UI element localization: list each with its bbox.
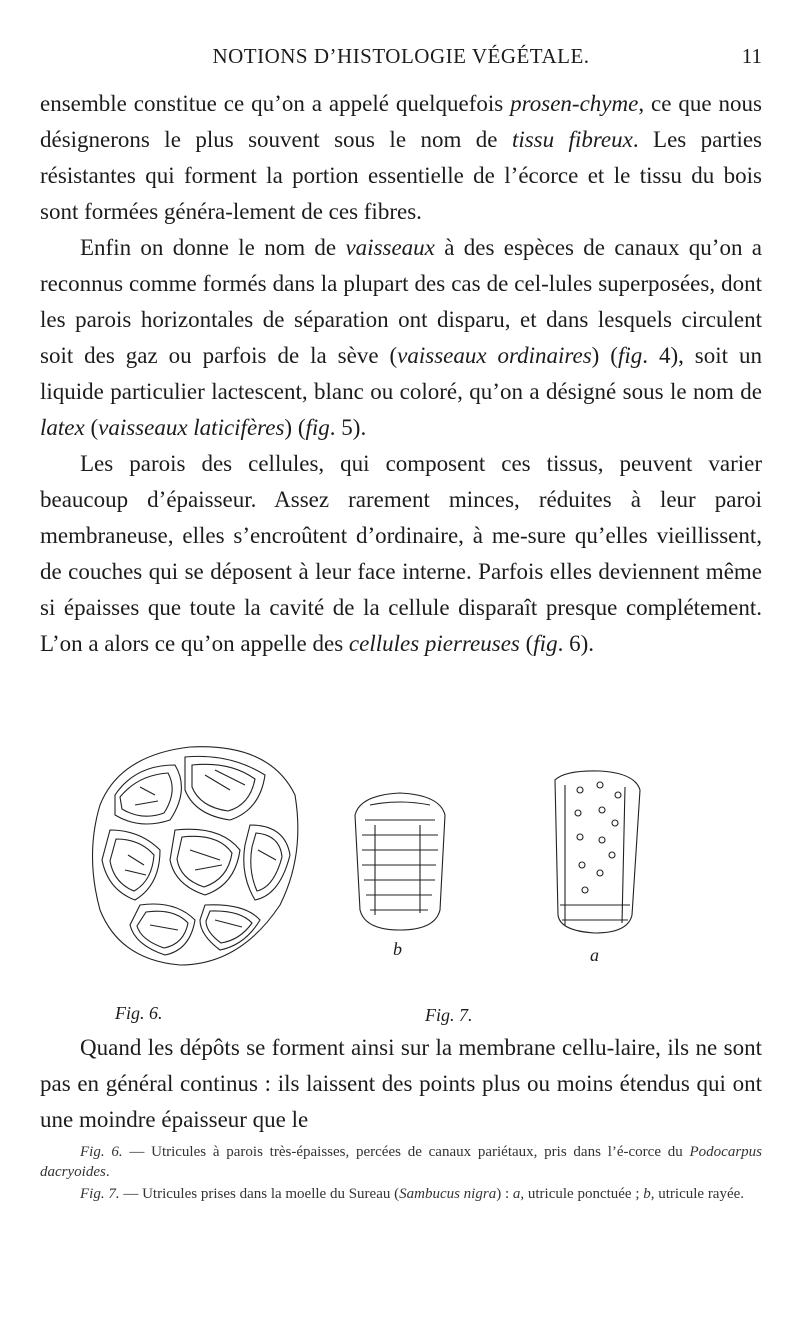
fig6-stone-cells-illustration bbox=[80, 735, 310, 985]
page-number: 11 bbox=[741, 44, 762, 68]
paragraph-4: Quand les dépôts se forment ainsi sur la membrane cellu-laire, ils ne sont pas en général continus : ils laissent des points plus ou moins étendus qui ont une moindre épaisseur que le bbox=[40, 1035, 762, 1132]
running-title: NOTIONS D’HISTOLOGIE VÉGÉTALE. bbox=[212, 44, 590, 68]
paragraph-2: Enfin on donne le nom de vaisseaux à des espèces de canaux qu’on a reconnus comme formés dans la plupart des cas de cel-lules superposées, dont les parois horizontales de séparation ont disparu, et dans lesquels circulent soit des gaz ou parfois de la sève (vaisseaux ordinaires) (fig. 4), soit un liquide particulier lactescent, blanc ou coloré, qu’on a désigné sous le nom de latex (vaisseaux laticifères) (fig. 5). bbox=[40, 235, 762, 440]
fig6-label: Fig. 6. bbox=[115, 1003, 163, 1023]
paragraph-3: Les parois des cellules, qui composent ces tissus, peuvent varier beaucoup d’épaisseur. Assez rarement minces, réduites à leur paroi membraneuse, elles s’encroûtent d’ordinaire, à me-sure qu’elles vieillissent, de couches qui se déposent à leur face interne. Parfois elles deviennent même si épaisses que toute la cavité de la cellule disparaît presque complétement. L’on a alors ce qu’on appelle des cellules pierreuses (fig. 6). bbox=[40, 451, 762, 656]
main-text bbox=[40, 86, 762, 662]
fig7a-letter: a bbox=[590, 945, 599, 965]
figure-legends bbox=[40, 1142, 762, 1206]
fig7b-letter: b bbox=[393, 939, 402, 959]
legend-fig7: Fig. 7. — Utricules prises dans la moelle du Sureau (Sambucus nigra) : a, utricule ponctuée ; b, utricule rayée. bbox=[80, 1186, 745, 1202]
running-header bbox=[40, 44, 762, 76]
fig7-label: Fig. 7. bbox=[425, 1005, 473, 1025]
main-text-continued bbox=[40, 1030, 762, 1138]
legend-fig6: Fig. 6. — Utricules à parois très-épaisses, percées de canaux pariétaux, pris dans l’é-corce du Podocarpus dacryoides. bbox=[40, 1144, 762, 1180]
figures-block bbox=[40, 735, 762, 1035]
paragraph-1: ensemble constitue ce qu’on a appelé quelquefois prosen-chyme, ce que nous désignerons le plus souvent sous le nom de tissu fibreux. Les parties résistantes qui forment la portion essentielle de l’écorce et le tissu du bois sont formées généra-lement de ces fibres. bbox=[40, 91, 762, 224]
fig7a-punctate-utricle-illustration bbox=[540, 765, 650, 940]
fig7b-rayed-utricle-illustration bbox=[340, 785, 460, 935]
